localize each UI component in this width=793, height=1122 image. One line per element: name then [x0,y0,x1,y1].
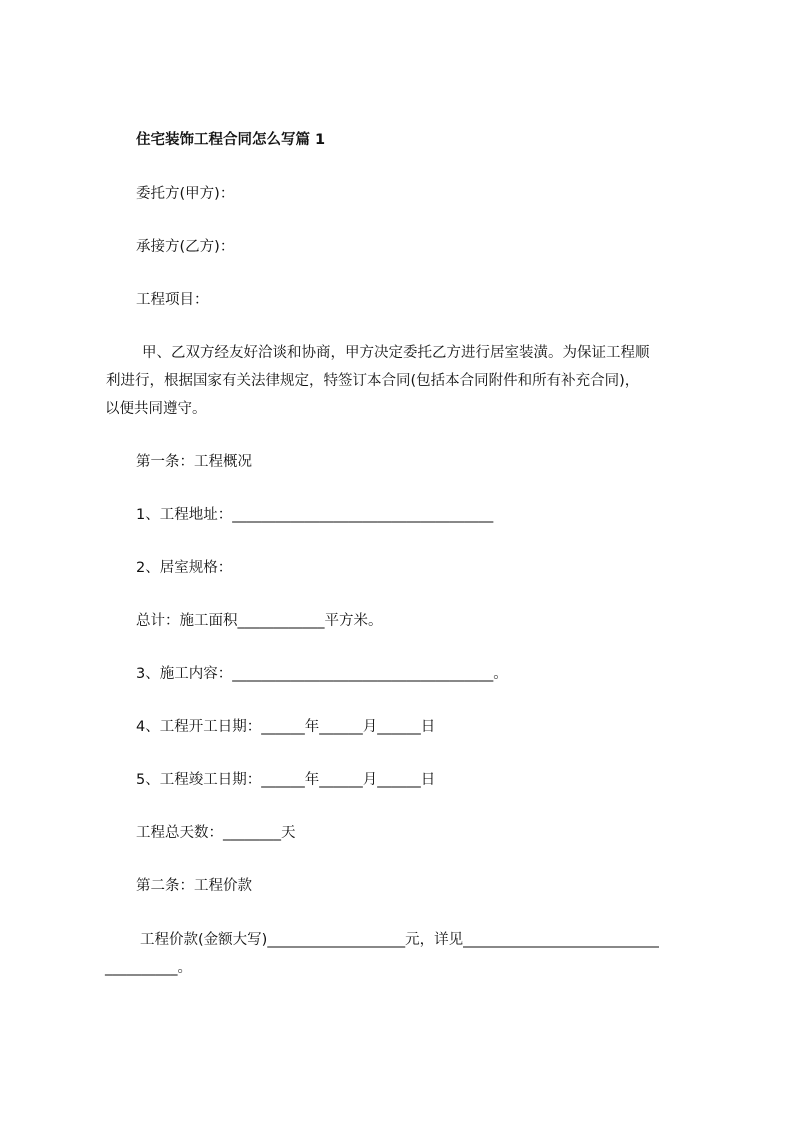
intro-line-2: 利进行，根据国家有关法律规定，特签订本合同(包括本合同附件和所有补充合同)， [106,373,640,389]
total-days-line: 工程总天数：________天 [136,825,296,841]
price-line-2: __________。 [105,960,192,976]
intro-line-1: 甲、乙双方经友好洽谈和协商，甲方决定委托乙方进行居室装潢。为保证工程顺 [142,345,650,361]
client-line: 委托方(甲方)： [136,186,235,202]
price-line-1: 工程价款(金额大写)___________________元，详见___________________________ [140,932,659,948]
address-line: 1、工程地址：____________________________________ [136,507,494,523]
area-total-line: 总计：施工面积____________平方米。 [136,613,383,629]
spec-line: 2、居室规格： [136,560,233,576]
intro-line-3: 以便共同遵守。 [105,401,207,417]
content-line: 3、施工内容：____________________________________。 [136,666,508,682]
project-line: 工程项目： [136,292,209,308]
document-title: 住宅装饰工程合同怎么写篇 1 [136,132,326,148]
end-date-line: 5、工程竣工日期：______年______月______日 [136,772,436,788]
article2-heading: 第二条：工程价款 [136,878,252,894]
contractor-line: 承接方(乙方)： [136,239,235,255]
article1-heading: 第一条：工程概况 [136,454,252,470]
start-date-line: 4、工程开工日期：______年______月______日 [136,719,436,735]
